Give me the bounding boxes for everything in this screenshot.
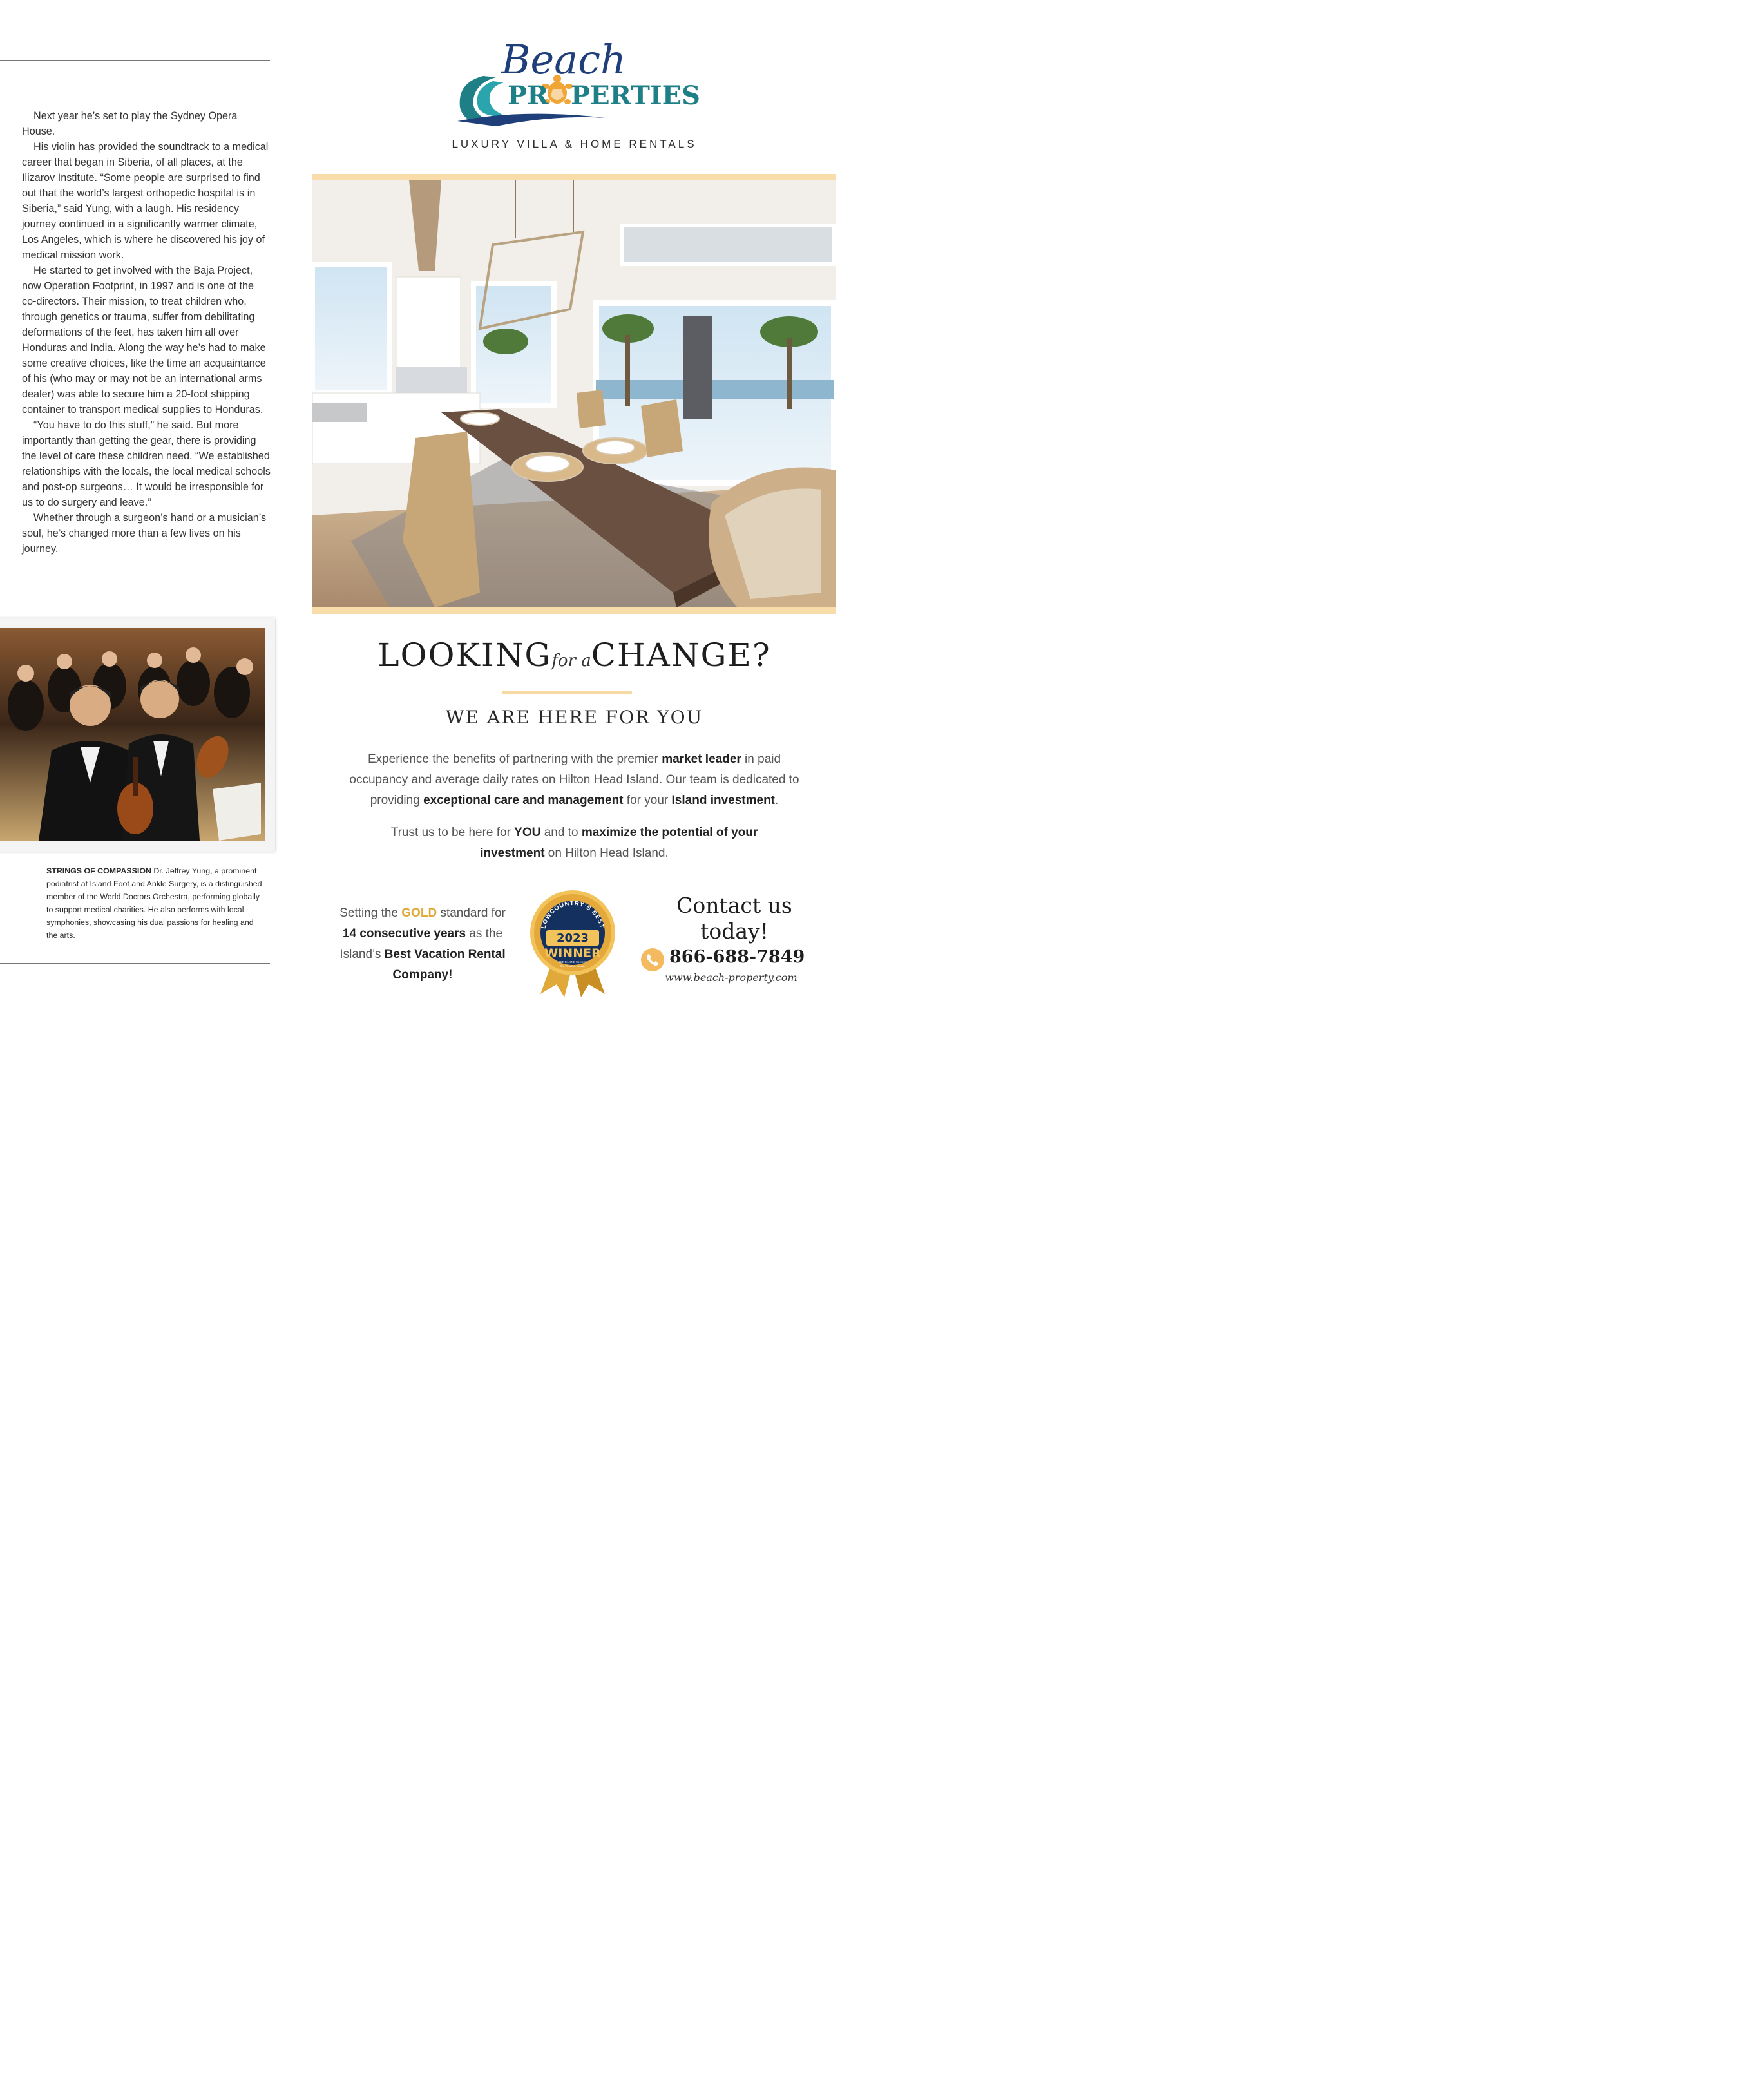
gold-text-segment: Setting the <box>339 906 402 920</box>
trust-bold-maximize: maximize the potential of your investment <box>480 826 758 860</box>
caption-text: Dr. Jeffrey Yung, a prominent podiatrist at Island Foot and Ankle Surgery, is a distinguished member of the World Doctors Orchestra, performing globally to support medical charities. He also performs with local symphonies, showcasing his dual passions for healing and the arts. <box>46 866 262 940</box>
body-text-segment: for your <box>623 794 672 807</box>
advertisement <box>312 0 836 1010</box>
dining-room-photo <box>312 174 836 614</box>
headline-change: CHANGE? <box>591 636 771 674</box>
trust-text-segment: and to <box>540 826 582 839</box>
article-paragraph: Next year he’s set to play the Sydney Opera House. <box>22 110 238 137</box>
logo-word-pr: PR <box>508 81 549 111</box>
badge-arc-text: LOWCOUNTRY’S BEST <box>540 899 606 930</box>
orchestra-photo <box>0 618 275 852</box>
contact-line-2: today! <box>700 919 769 944</box>
badge-small-1: THE ISLAND PACKET <box>558 960 587 964</box>
tagline: LUXURY VILLA & HOME RENTALS <box>452 138 697 150</box>
logo-word-perties: PERTIES <box>571 81 700 111</box>
article-paragraph: Whether through a surgeon’s hand or a musician’s soul, he’s changed more than a few lives on his journey. <box>22 512 267 555</box>
body-bold-care: exceptional care and management <box>423 794 624 807</box>
beach-properties-logo <box>444 37 715 134</box>
phone-number[interactable]: 866-688-7849 <box>669 947 805 967</box>
article-paragraph: His violin has provided the soundtrack to a medical career that began in Siberia, of all places, at the Ilizarov Institute. “Some people are surprised to find out that the world’s largest orthopedic hospital is in Siberia,” said Yung, with a laugh. His residency journey continued in a significantly warmer climate, Los Angeles, which is where he discovered his joy of medical mission work. <box>22 141 269 261</box>
body-text-segment: in paid occupancy and average daily rates on Hilton Head Island. Our team is dedicated to providing <box>349 752 799 807</box>
website-link[interactable]: www.beach-property.com <box>665 971 797 984</box>
gold-text-segment: as the Island’s <box>339 927 503 961</box>
article-paragraph: “You have to do this stuff,” he said. But more importantly than getting the gear, there is providing the level of care these children need. “We established relationships with the locals, the local medical schools and post-op surgeons… It would be irresponsible for us to do surgery and leave.” <box>22 419 271 508</box>
headline-for-a: for a <box>551 651 591 671</box>
contact-line-1: Contact us <box>676 893 792 918</box>
gold-word: GOLD <box>401 906 437 920</box>
headline <box>312 636 836 674</box>
dining-room-image <box>312 180 836 607</box>
badge-year: 2023 <box>556 931 589 945</box>
gold-divider <box>502 691 632 694</box>
logo-word-beach: Beach <box>501 37 626 83</box>
bottom-rule <box>0 963 270 964</box>
phone-contact[interactable] <box>641 947 834 973</box>
badge-small-2: The Beaufort Gazette <box>560 964 586 968</box>
gold-text-segment: standard for <box>437 906 506 920</box>
article-body <box>22 108 271 557</box>
body-bold-market-leader: market leader <box>662 752 741 766</box>
orchestra-photo-image <box>0 628 265 841</box>
winner-badge <box>524 888 621 997</box>
top-rule <box>0 60 270 61</box>
ad-body-paragraph <box>338 749 810 811</box>
article-column <box>0 0 271 1010</box>
award-ribbon-icon <box>524 888 621 997</box>
body-bold-investment: Island investment <box>671 794 776 807</box>
contact-heading <box>638 893 831 944</box>
gold-bold-best-vacation: Best Vacation Rental Company! <box>384 948 506 982</box>
body-text-segment: . <box>775 794 779 807</box>
logo-image <box>444 37 715 134</box>
phone-icon <box>641 948 664 971</box>
body-text-segment: Experience the benefits of partnering with the premier <box>367 752 662 766</box>
article-paragraph: He started to get involved with the Baja Project, now Operation Footprint, in 1997 and is one of the co-directors. Their mission, to treat children who, through genetics or trauma, suffer from debilitating deformations of the feet, has taken him all over Honduras and India. Along the way he’s had to make some creative choices, like the time an acquaintance of his (who may or may not be an international arms dealer) was able to secure him a 20-foot shipping container to transport medical supplies to Honduras. <box>22 265 266 415</box>
gold-standard-text <box>332 903 513 986</box>
ad-trust-paragraph <box>364 823 785 864</box>
photo-caption <box>46 864 265 942</box>
trust-text-segment: Trust us to be here for <box>390 826 515 839</box>
trust-bold-you: YOU <box>514 826 541 839</box>
badge-winner: WINNER <box>544 946 601 960</box>
gold-bold-years: 14 consecutive years <box>342 927 466 940</box>
caption-title: STRINGS OF COMPASSION <box>46 866 151 875</box>
subheadline: WE ARE HERE FOR YOU <box>445 707 703 728</box>
headline-looking: LOOKING <box>377 636 552 674</box>
trust-text-segment: on Hilton Head Island. <box>544 846 669 860</box>
